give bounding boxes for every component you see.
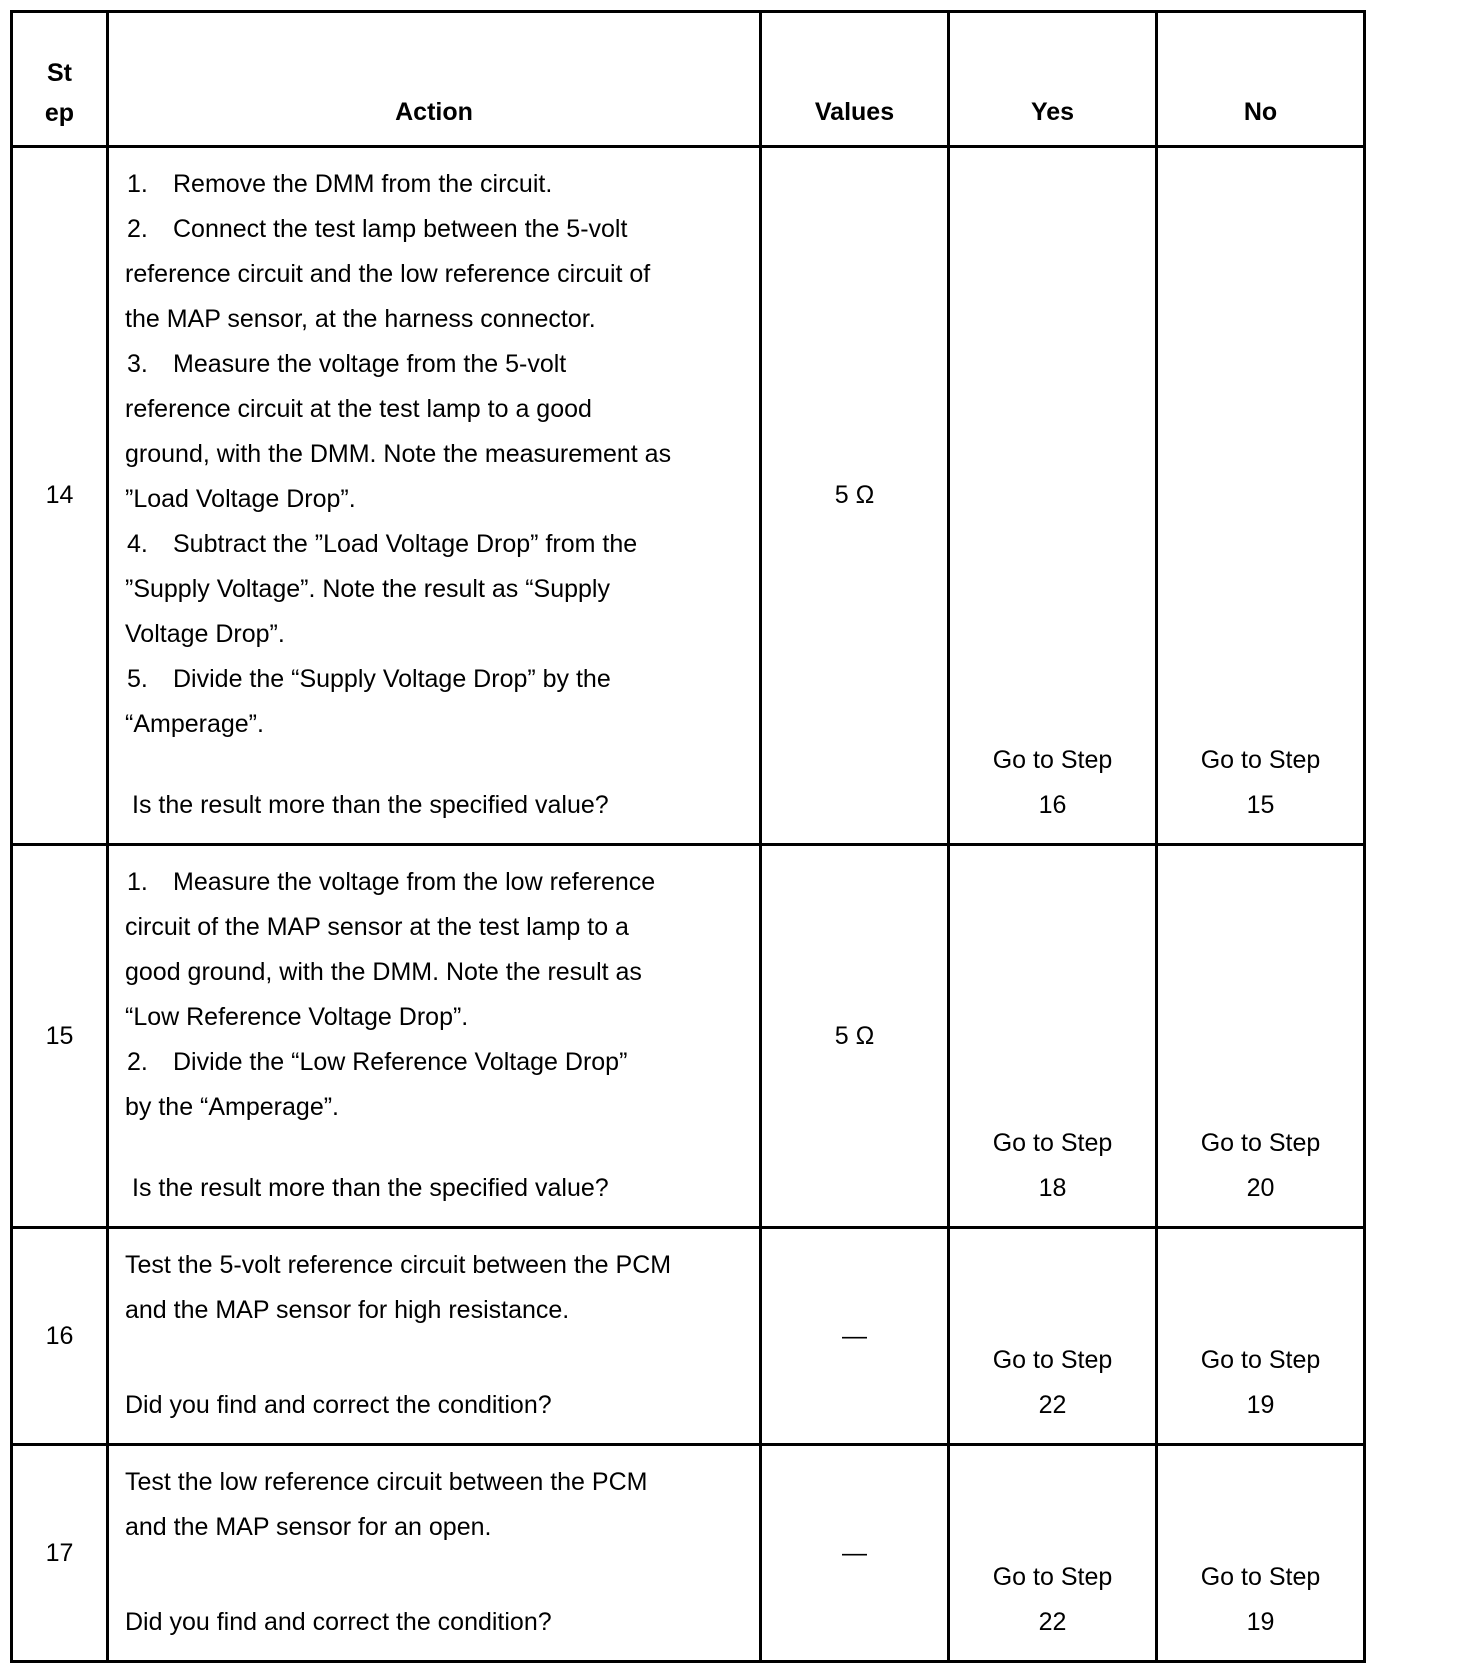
header-step <box>12 12 108 147</box>
action-item: 2. Divide the “Low Reference Voltage Drop” <box>127 1048 628 1076</box>
action-item-continuation: by the “Amperage”. <box>125 1093 339 1121</box>
table-row-step-14 <box>12 147 1365 845</box>
action-item-continuation: ”Supply Voltage”. Note the result as “Supply <box>125 575 610 603</box>
step-number: 15 <box>12 845 108 1228</box>
yes-cell <box>949 1228 1157 1445</box>
no-goto-step: 19 <box>1246 1391 1275 1419</box>
yes-cell <box>949 845 1157 1228</box>
yes-cell <box>949 147 1157 845</box>
action-question: Is the result more than the specified value? <box>132 791 609 819</box>
action-item: 2. Connect the test lamp between the 5-volt <box>127 215 628 243</box>
header-yes: Yes <box>949 12 1157 147</box>
table-row-step-15 <box>12 845 1365 1228</box>
header-step-line-1: St <box>47 59 72 87</box>
no-goto-step: 15 <box>1246 791 1275 819</box>
no-cell <box>1157 1228 1365 1445</box>
step-number: 14 <box>12 147 108 845</box>
header-row <box>12 12 1365 147</box>
no-goto-label: Go to Step <box>1200 1346 1321 1374</box>
action-line: and the MAP sensor for an open. <box>125 1513 492 1541</box>
action-item-continuation: circuit of the MAP sensor at the test lamp to a <box>125 913 629 941</box>
no-goto-label: Go to Step <box>1200 1129 1321 1157</box>
action-item: 3. Measure the voltage from the 5-volt <box>127 350 567 378</box>
table-row-step-16 <box>12 1228 1365 1445</box>
no-cell <box>1157 1445 1365 1662</box>
action-cell <box>108 845 761 1228</box>
action-item-continuation: “Low Reference Voltage Drop”. <box>125 1003 469 1031</box>
no-goto-label: Go to Step <box>1200 1563 1321 1591</box>
yes-goto-step: 22 <box>1038 1608 1067 1636</box>
header-no: No <box>1157 12 1365 147</box>
step-number: 17 <box>12 1445 108 1662</box>
action-item: 5. Divide the “Supply Voltage Drop” by the <box>127 665 611 693</box>
no-goto-step: 19 <box>1246 1608 1275 1636</box>
yes-goto-step: 16 <box>1038 791 1067 819</box>
yes-goto-step: 18 <box>1038 1174 1067 1202</box>
action-item: 1. Remove the DMM from the circuit. <box>127 170 553 198</box>
table-row-step-17 <box>12 1445 1365 1662</box>
action-item-continuation: the MAP sensor, at the harness connector. <box>125 305 596 333</box>
action-item: 1. Measure the voltage from the low reference <box>127 868 656 896</box>
step-number: 16 <box>12 1228 108 1445</box>
yes-goto-label: Go to Step <box>992 1346 1113 1374</box>
yes-cell <box>949 1445 1157 1662</box>
action-line: Test the low reference circuit between the PCM <box>125 1468 648 1496</box>
spacer <box>125 1130 719 1166</box>
spacer <box>125 1550 719 1600</box>
action-item-continuation: reference circuit at the test lamp to a good <box>125 395 592 423</box>
spacer <box>125 1333 719 1383</box>
value-cell: 5 Ω <box>761 845 949 1228</box>
yes-goto-label: Go to Step <box>992 746 1113 774</box>
action-item-continuation: “Amperage”. <box>125 710 264 738</box>
no-goto-label: Go to Step <box>1200 746 1321 774</box>
action-item-continuation: good ground, with the DMM. Note the result as <box>125 958 642 986</box>
action-line: Test the 5-volt reference circuit between the PCM <box>125 1251 672 1279</box>
yes-goto-label: Go to Step <box>992 1129 1113 1157</box>
spacer <box>125 747 719 783</box>
diagnostic-table-container <box>10 10 1366 1663</box>
action-cell <box>108 1445 761 1662</box>
header-step-line-2: ep <box>44 99 75 127</box>
value-cell: — <box>761 1445 949 1662</box>
value-cell: — <box>761 1228 949 1445</box>
yes-goto-label: Go to Step <box>992 1563 1113 1591</box>
header-values: Values <box>761 12 949 147</box>
action-cell <box>108 147 761 845</box>
no-cell <box>1157 845 1365 1228</box>
action-item-continuation: ”Load Voltage Drop”. <box>125 485 356 513</box>
action-item-continuation: ground, with the DMM. Note the measurement as <box>125 440 672 468</box>
action-question: Did you find and correct the condition? <box>125 1608 552 1636</box>
action-question: Is the result more than the specified value? <box>132 1174 609 1202</box>
action-item: 4. Subtract the ”Load Voltage Drop” from the <box>127 530 638 558</box>
value-cell: 5 Ω <box>761 147 949 845</box>
no-cell <box>1157 147 1365 845</box>
header-action: Action <box>108 12 761 147</box>
no-goto-step: 20 <box>1246 1174 1275 1202</box>
yes-goto-step: 22 <box>1038 1391 1067 1419</box>
action-question: Did you find and correct the condition? <box>125 1391 552 1419</box>
action-line: and the MAP sensor for high resistance. <box>125 1296 570 1324</box>
action-item-continuation: Voltage Drop”. <box>125 620 285 648</box>
action-cell <box>108 1228 761 1445</box>
action-item-continuation: reference circuit and the low reference circuit of <box>125 260 651 288</box>
diagnostic-table <box>10 10 1366 1663</box>
